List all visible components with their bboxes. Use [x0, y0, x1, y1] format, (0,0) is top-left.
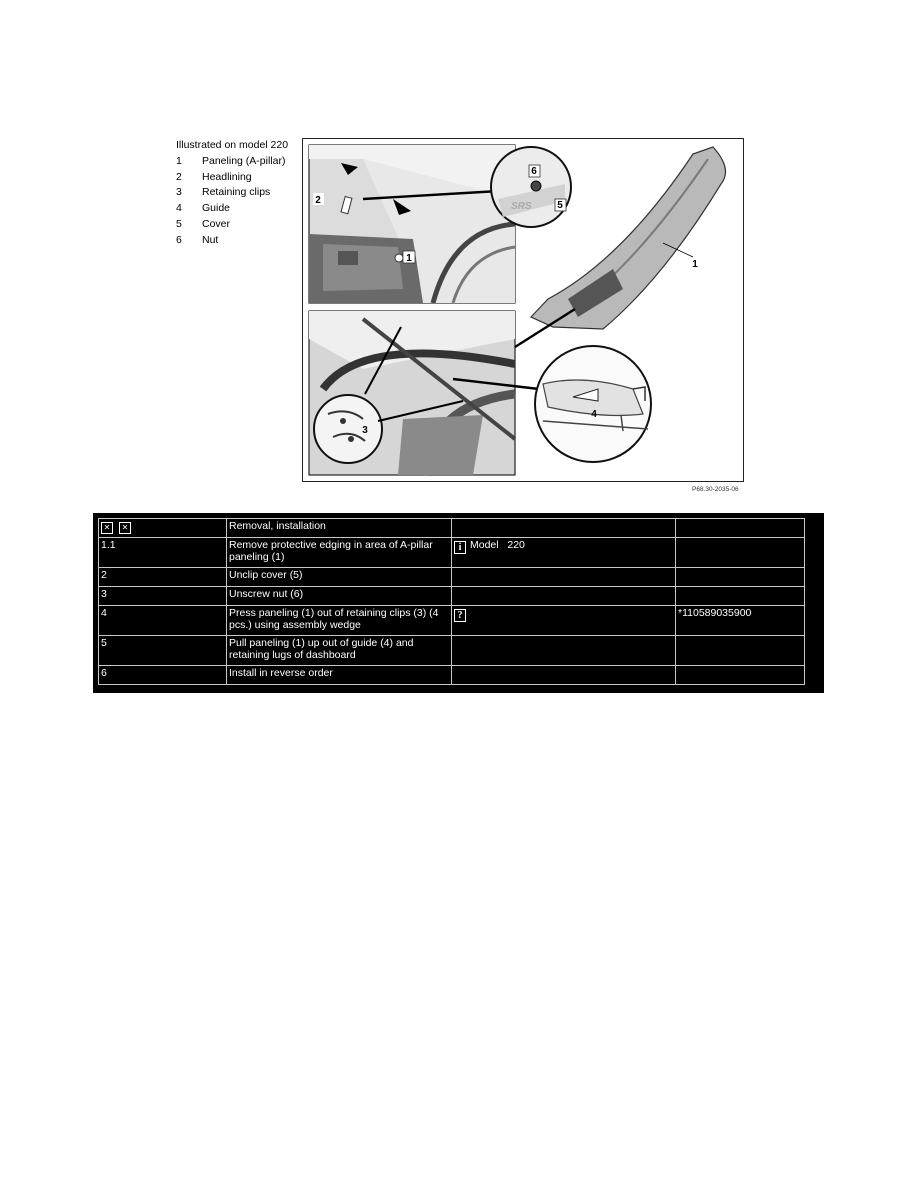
table-row — [99, 587, 805, 606]
callout-1-top — [403, 251, 415, 264]
legend-item-number: 2 — [176, 170, 182, 183]
step-note-cell — [452, 538, 676, 568]
legend-item-label: Paneling (A-pillar) — [202, 154, 286, 167]
legend-item — [176, 185, 296, 201]
installation-icon: ✕ — [119, 522, 131, 534]
table-row — [99, 606, 805, 636]
table-row — [99, 636, 805, 666]
part-number — [676, 538, 805, 568]
part-number — [676, 587, 805, 606]
legend-item-number: 3 — [176, 186, 182, 199]
callout-label: 4 — [591, 409, 597, 420]
callout-label: 1 — [692, 259, 698, 270]
part-number — [676, 568, 805, 587]
legend-item-label: Headlining — [202, 170, 252, 183]
legend-item — [176, 154, 296, 170]
legend-item-number: 4 — [176, 202, 182, 215]
legend-item-label: Cover — [202, 217, 231, 230]
tool-icon: ? — [454, 609, 466, 622]
legend-item — [176, 201, 296, 217]
part-number — [676, 666, 805, 685]
callout-2 — [313, 193, 324, 206]
srs-label: SRS — [511, 201, 532, 212]
header-title-cell: Removal, installation — [227, 519, 452, 538]
legend-item-label: Retaining clips — [202, 186, 271, 199]
legend-item-label: Nut — [202, 233, 219, 246]
step-number: 2 — [99, 568, 227, 587]
legend-item-number: 1 — [176, 154, 182, 167]
detail-circle-clips — [314, 395, 382, 463]
table-header-row — [99, 519, 805, 538]
table-row — [99, 666, 805, 685]
step-text: Unscrew nut (6) — [227, 587, 452, 606]
callout-1-part — [692, 259, 698, 270]
removal-icon: ✕ — [101, 522, 113, 534]
procedure-table — [93, 513, 824, 693]
step-number: 5 — [99, 636, 227, 666]
step-text: Press paneling (1) out of retaining clips (3) (4 pcs.) using assembly wedge — [227, 606, 452, 636]
figure-legend — [176, 138, 296, 249]
callout-label: 5 — [557, 200, 563, 211]
step-number: 4 — [99, 606, 227, 636]
step-note: Model 220 — [470, 539, 525, 551]
figure-caption: P68.30-2035-06 — [692, 486, 739, 493]
step-text: Remove protective edging in area of A-pillar paneling (1) — [227, 538, 452, 568]
step-note-cell — [452, 606, 676, 636]
legend-title: Illustrated on model 220 — [176, 139, 289, 151]
callout-6 — [529, 165, 540, 177]
detail-circle-nut-cover — [491, 147, 571, 227]
callout-label: 3 — [362, 425, 368, 436]
legend-item — [176, 233, 296, 249]
photo-a-pillar-interior — [309, 145, 515, 303]
detail-circle-guide — [535, 346, 651, 462]
step-number: 1.1 — [99, 538, 227, 568]
step-text: Install in reverse order — [227, 666, 452, 685]
part-number: *110589035900 — [676, 606, 805, 636]
a-pillar-illustration — [302, 138, 744, 482]
callout-4 — [591, 409, 597, 420]
info-icon: i — [454, 541, 466, 554]
callout-3 — [359, 423, 370, 436]
step-text: Unclip cover (5) — [227, 568, 452, 587]
legend-item — [176, 217, 296, 233]
part-number — [676, 636, 805, 666]
callout-label: 2 — [315, 195, 321, 206]
table-row — [99, 538, 805, 568]
callout-5 — [555, 199, 566, 211]
header-icons-cell — [99, 519, 227, 538]
step-number: 6 — [99, 666, 227, 685]
legend-item-number: 6 — [176, 233, 182, 246]
step-number: 3 — [99, 587, 227, 606]
step-text: Pull paneling (1) up out of guide (4) and retaining lugs of dashboard — [227, 636, 452, 666]
table-row — [99, 568, 805, 587]
legend-item — [176, 170, 296, 186]
legend-item-label: Guide — [202, 202, 231, 215]
legend-item-number: 5 — [176, 217, 182, 230]
callout-label: 6 — [531, 166, 537, 177]
callout-label: 1 — [406, 253, 412, 264]
